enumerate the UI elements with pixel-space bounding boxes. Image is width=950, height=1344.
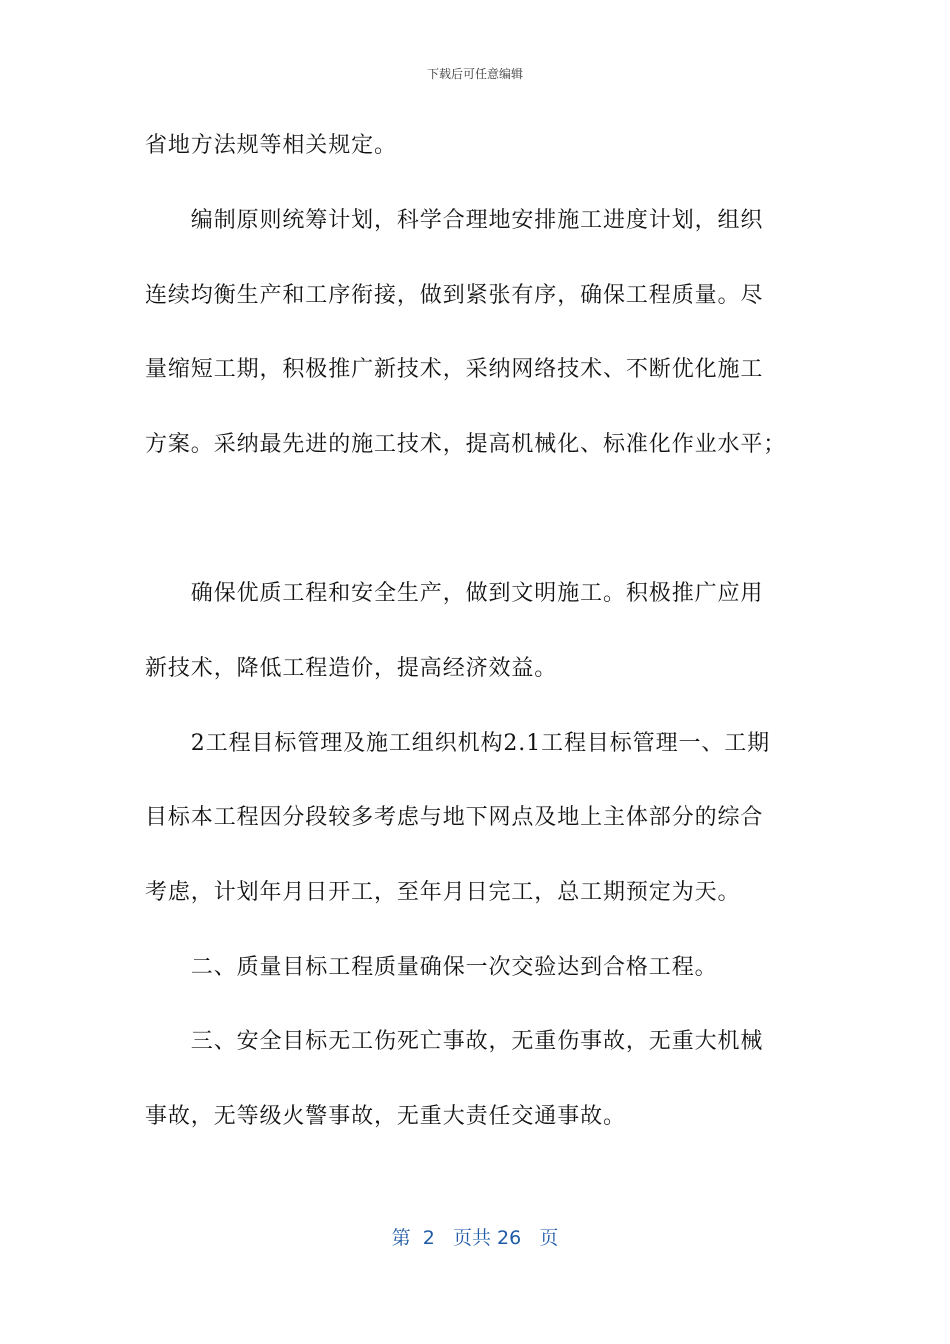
body-line: 新技术，降低工程造价，提高经济效益。 xyxy=(145,656,558,681)
body-line: 目标本工程因分段较多考虑与地下网点及地上主体部分的综合 xyxy=(145,805,764,830)
page-header-note: 下载后可任意编辑 xyxy=(426,67,523,81)
footer-current-page: 2 xyxy=(422,1227,435,1249)
footer-total-pages: 26 xyxy=(497,1227,522,1249)
body-line: 省地方法规等相关规定。 xyxy=(145,133,397,158)
body-line: 确保优质工程和安全生产，做到文明施工。积极推广应用 xyxy=(145,581,764,606)
body-line: 事故，无等级火警事故，无重大责任交通事故。 xyxy=(145,1104,626,1129)
footer-label-middle: 页共 xyxy=(452,1227,491,1249)
body-line: 二、质量目标工程质量确保一次交验达到合格工程。 xyxy=(145,955,718,980)
body-line: 三、安全目标无工伤死亡事故，无重伤事故，无重大机械 xyxy=(145,1029,764,1054)
page-number-footer xyxy=(0,1226,950,1250)
body-line: 量缩短工期，积极推广新技术，采纳网络技术、不断优化施工 xyxy=(145,357,764,382)
body-line: 2工程目标管理及施工组织机构2.1工程目标管理一、工期 xyxy=(145,731,771,756)
body-line: 方案。采纳最先进的施工技术，提高机械化、标准化作业水平； xyxy=(145,432,787,457)
body-line: 编制原则统筹计划，科学合理地安排施工进度计划，组织 xyxy=(145,208,764,233)
body-line: 考虑，计划年月日开工，至年月日完工，总工期预定为天。 xyxy=(145,880,741,905)
footer-label-prefix: 第 xyxy=(391,1227,411,1249)
footer-label-suffix: 页 xyxy=(539,1227,559,1249)
body-line: 连续均衡生产和工序衔接，做到紧张有序，确保工程质量。尽 xyxy=(145,283,764,308)
